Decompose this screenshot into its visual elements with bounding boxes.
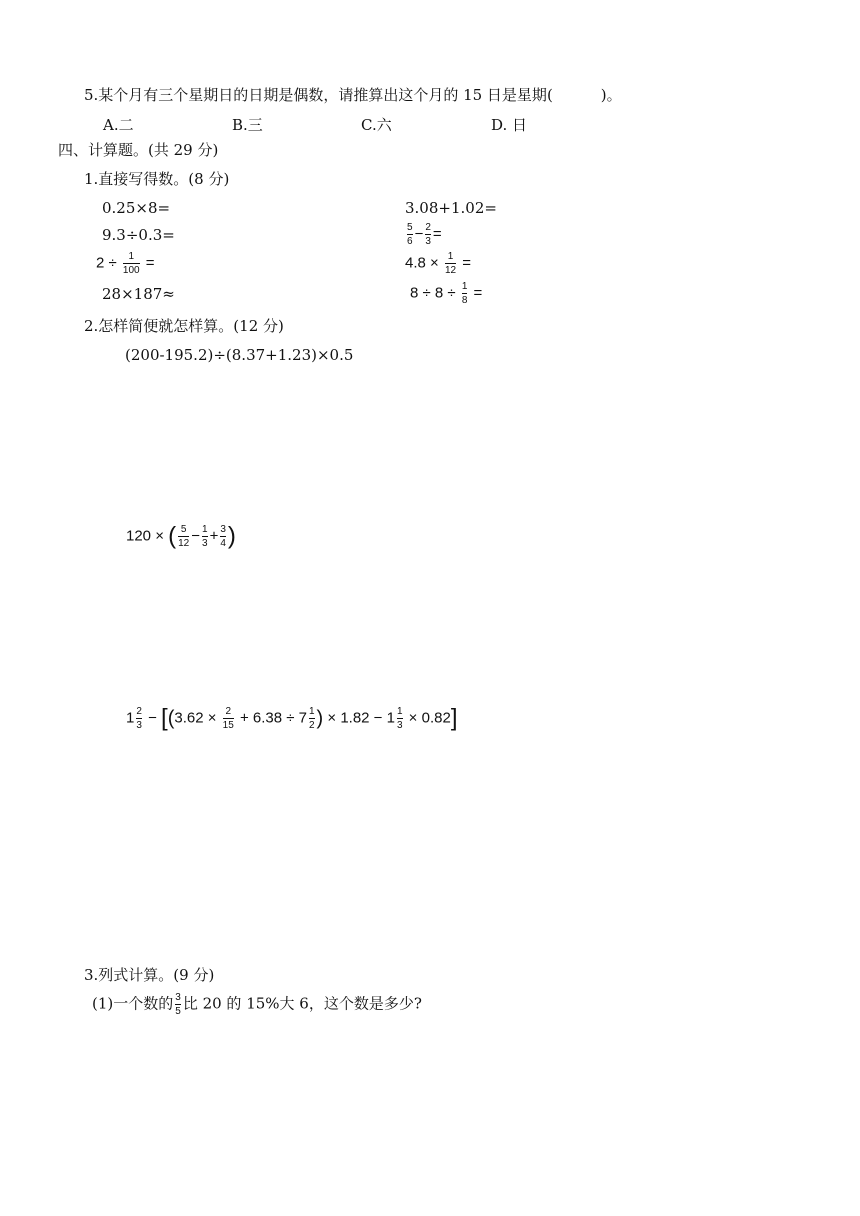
part-2-title: 2.怎样简便就怎样算。(12 分) xyxy=(84,317,284,335)
fraction: $\frac{2}{3}$ xyxy=(425,222,431,247)
calc-item: 9.3÷0.3= xyxy=(102,226,175,244)
fraction: $\frac{5}{12}$ xyxy=(178,524,190,549)
calc-item: 28×187≈ xyxy=(102,285,175,303)
option-d: D. 日 xyxy=(491,116,528,134)
fraction: $\frac{1}{3}$ xyxy=(202,524,208,549)
fraction: $\frac{2}{15}$ xyxy=(222,706,234,731)
calc-item-fraction: 4.8 × $\frac{1}{12}$ = xyxy=(405,251,472,276)
fraction: $\frac{3}{4}$ xyxy=(220,524,226,549)
question-5 xyxy=(84,88,622,103)
fraction: $\frac{1}{3}$ xyxy=(396,706,403,731)
calc-item: 0.25×8= xyxy=(102,199,171,217)
fraction: $\frac{3}{5}$ xyxy=(175,992,181,1017)
option-c: C.六 xyxy=(361,116,392,134)
calc-item-fraction: $\frac{5}{6}$ − $\frac{2}{3}$ = xyxy=(407,222,442,247)
section-title: 四、计算题。(共 29 分) xyxy=(58,141,219,159)
question-5-text: 5.某个月有三个星期日的日期是偶数，请推算出这个月的 15 日是星期( xyxy=(84,86,553,104)
fraction: $\frac{1}{100}$ xyxy=(122,251,140,276)
question-5-text-end: )。 xyxy=(600,86,622,104)
calc-item: 3.08+1.02= xyxy=(405,199,497,217)
option-a: A.二 xyxy=(103,116,134,134)
part-3-title: 3.列式计算。(9 分) xyxy=(84,966,215,984)
expression-3: 1 $\frac{2}{3}$ − [(3.62 × $\frac{2}{15}$ + 6.38 ÷ 7 $\frac{1}{2}$ ) × 1.82 − 1 $\frac{1}{3}$ × 0.82] xyxy=(126,704,458,732)
fraction: $\frac{5}{6}$ xyxy=(407,222,413,247)
fraction: $\frac{2}{3}$ xyxy=(136,706,142,731)
calc-item-fraction: 8 ÷ 8 ÷ $\frac{1}{8}$ = xyxy=(410,281,483,306)
expression-2: 120 × ( $\frac{5}{12}$ − $\frac{1}{3}$ + $\frac{3}{4}$ ) xyxy=(126,522,236,550)
calc-item-fraction: 2 ÷ $\frac{1}{100}$ = xyxy=(96,251,155,276)
fraction: $\frac{1}{2}$ xyxy=(308,706,315,731)
expression-1: (200-195.2)÷(8.37+1.23)×0.5 xyxy=(125,346,354,364)
option-b: B.三 xyxy=(232,116,263,134)
word-problem-1: (1)一个数的 $\frac{3}{5}$ 比 20 的 15%大 6，这个数是多少? xyxy=(92,992,422,1017)
fraction: $\frac{1}{12}$ xyxy=(444,251,457,276)
fraction: $\frac{1}{8}$ xyxy=(461,281,468,306)
part-1-title: 1.直接写得数。(8 分) xyxy=(84,170,230,188)
